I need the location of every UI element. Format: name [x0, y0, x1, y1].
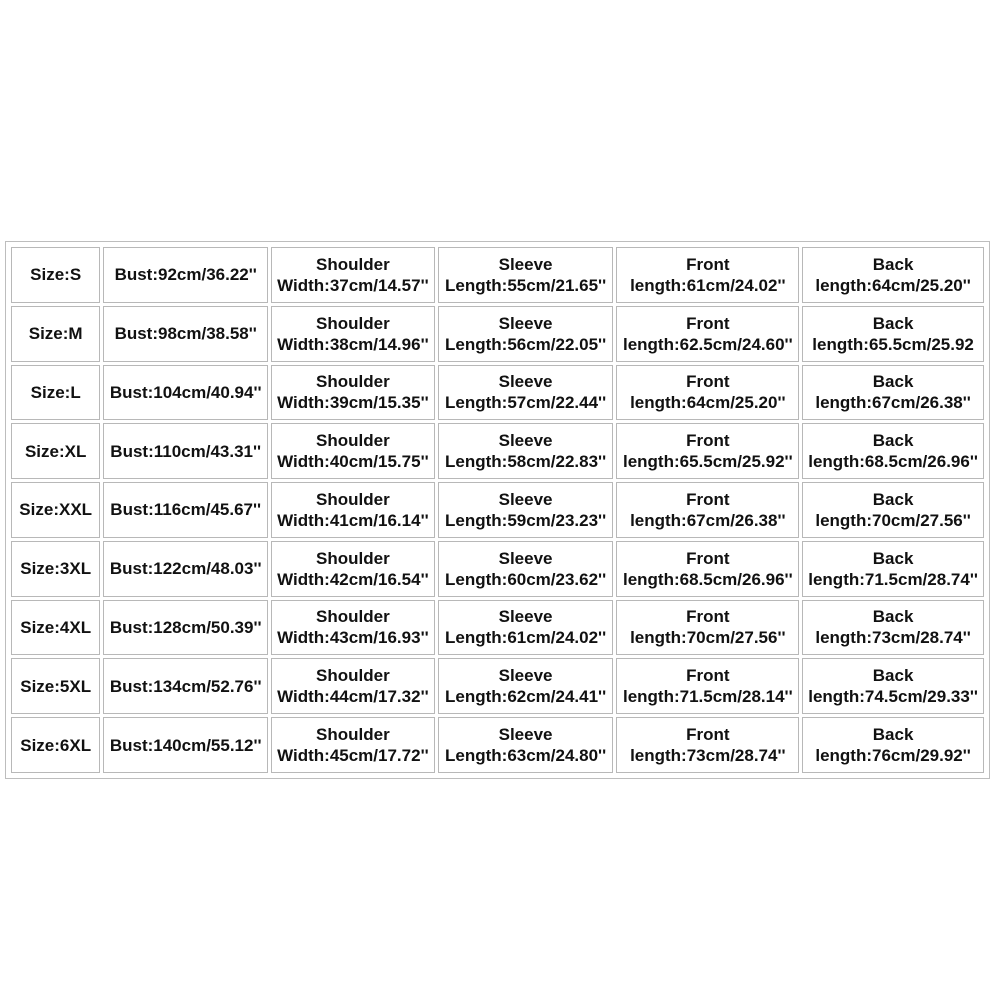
cell-value: Bust:128cm/50.39'': [109, 617, 262, 637]
front-length-cell: [616, 365, 799, 421]
cell-label: Back: [872, 372, 914, 392]
back-length-cell: [802, 365, 984, 421]
size-row: [11, 717, 984, 773]
bust-cell: [103, 658, 268, 714]
cell-label: Front: [686, 548, 730, 568]
cell-value: Length:57cm/22.44'': [445, 393, 607, 413]
back-length-cell: [802, 306, 984, 362]
front-length-cell: [616, 600, 799, 656]
cell-label: Front: [686, 489, 730, 509]
cell-value: Bust:92cm/36.22'': [114, 265, 257, 285]
front-length-cell: [616, 658, 799, 714]
cell-value: Size:S: [30, 265, 82, 285]
cell-label: Sleeve: [498, 607, 553, 627]
sleeve-length-cell: [438, 482, 614, 538]
back-length-cell: [802, 541, 984, 597]
cell-value: length:74.5cm/29.33'': [808, 687, 978, 707]
cell-value: Bust:134cm/52.76'': [109, 676, 262, 696]
size-cell: [11, 482, 100, 538]
cell-label: Front: [686, 725, 730, 745]
size-cell: [11, 423, 100, 479]
front-length-cell: [616, 247, 799, 303]
back-length-cell: [802, 658, 984, 714]
back-length-cell: [802, 482, 984, 538]
bust-cell: [103, 600, 268, 656]
cell-value: Size:XXL: [19, 500, 93, 520]
size-cell: [11, 247, 100, 303]
bust-cell: [103, 247, 268, 303]
sleeve-length-cell: [438, 365, 614, 421]
sleeve-length-cell: [438, 423, 614, 479]
cell-value: Bust:122cm/48.03'': [109, 559, 262, 579]
cell-label: Shoulder: [316, 666, 390, 686]
cell-label: Sleeve: [498, 725, 553, 745]
cell-value: Bust:104cm/40.94'': [109, 382, 262, 402]
size-row: [11, 541, 984, 597]
size-cell: [11, 365, 100, 421]
cell-value: Width:37cm/14.57'': [277, 275, 429, 295]
cell-value: length:71.5cm/28.74'': [808, 569, 978, 589]
cell-value: length:71.5cm/28.14'': [622, 687, 793, 707]
cell-value: Size:L: [30, 382, 81, 402]
front-length-cell: [616, 717, 799, 773]
cell-value: Bust:110cm/43.31'': [110, 441, 262, 461]
cell-label: Back: [872, 607, 914, 627]
bust-cell: [103, 306, 268, 362]
cell-label: Back: [872, 725, 914, 745]
cell-value: Bust:98cm/38.58'': [114, 324, 257, 344]
size-row: [11, 365, 984, 421]
cell-value: length:76cm/29.92'': [815, 746, 971, 766]
shoulder-width-cell: [271, 365, 435, 421]
cell-value: Bust:140cm/55.12'': [109, 735, 262, 755]
cell-value: length:73cm/28.74'': [630, 746, 786, 766]
size-cell: [11, 541, 100, 597]
cell-label: Front: [686, 666, 730, 686]
size-row: [11, 306, 984, 362]
size-cell: [11, 600, 100, 656]
size-row: [11, 600, 984, 656]
cell-value: Length:59cm/23.23'': [445, 510, 607, 530]
cell-value: Length:62cm/24.41'': [445, 687, 607, 707]
front-length-cell: [616, 306, 799, 362]
back-length-cell: [802, 423, 984, 479]
cell-value: Size:3XL: [20, 559, 92, 579]
cell-label: Front: [686, 313, 730, 333]
front-length-cell: [616, 541, 799, 597]
cell-value: Width:41cm/16.14'': [277, 510, 429, 530]
cell-label: Shoulder: [316, 313, 390, 333]
cell-label: Back: [872, 254, 914, 274]
cell-label: Sleeve: [498, 431, 553, 451]
cell-label: Back: [872, 666, 914, 686]
cell-label: Shoulder: [316, 372, 390, 392]
cell-label: Sleeve: [498, 548, 553, 568]
cell-value: length:67cm/26.38'': [815, 393, 971, 413]
cell-value: length:62.5cm/24.60'': [622, 334, 793, 354]
cell-value: Width:45cm/17.72'': [277, 746, 429, 766]
sleeve-length-cell: [438, 247, 614, 303]
cell-value: length:73cm/28.74'': [815, 628, 971, 648]
front-length-cell: [616, 482, 799, 538]
bust-cell: [103, 365, 268, 421]
cell-value: Width:42cm/16.54'': [277, 569, 429, 589]
cell-value: length:64cm/25.20'': [630, 393, 786, 413]
shoulder-width-cell: [271, 247, 435, 303]
cell-value: length:68.5cm/26.96'': [808, 452, 978, 472]
cell-value: length:65.5cm/25.92: [812, 334, 974, 354]
size-row: [11, 482, 984, 538]
cell-value: Size:5XL: [20, 676, 92, 696]
bust-cell: [103, 423, 268, 479]
size-row: [11, 423, 984, 479]
cell-value: Size:XL: [24, 441, 87, 461]
cell-label: Front: [686, 254, 730, 274]
sleeve-length-cell: [438, 306, 614, 362]
back-length-cell: [802, 600, 984, 656]
shoulder-width-cell: [271, 600, 435, 656]
cell-label: Sleeve: [498, 489, 553, 509]
cell-value: Size:6XL: [20, 735, 92, 755]
cell-value: Bust:116cm/45.67'': [110, 500, 262, 520]
back-length-cell: [802, 717, 984, 773]
cell-label: Back: [872, 313, 914, 333]
cell-value: Length:61cm/24.02'': [445, 628, 607, 648]
cell-value: Length:55cm/21.65'': [445, 275, 607, 295]
size-cell: [11, 717, 100, 773]
cell-value: Length:60cm/23.62'': [445, 569, 607, 589]
shoulder-width-cell: [271, 306, 435, 362]
cell-label: Front: [686, 372, 730, 392]
bust-cell: [103, 482, 268, 538]
cell-label: Sleeve: [498, 313, 553, 333]
sleeve-length-cell: [438, 541, 614, 597]
cell-label: Back: [872, 548, 914, 568]
sleeve-length-cell: [438, 717, 614, 773]
cell-value: length:61cm/24.02'': [630, 275, 786, 295]
bust-cell: [103, 541, 268, 597]
cell-label: Shoulder: [316, 489, 390, 509]
cell-value: Width:43cm/16.93'': [277, 628, 429, 648]
shoulder-width-cell: [271, 423, 435, 479]
shoulder-width-cell: [271, 541, 435, 597]
cell-value: Length:63cm/24.80'': [445, 746, 607, 766]
shoulder-width-cell: [271, 658, 435, 714]
cell-value: length:70cm/27.56'': [630, 628, 786, 648]
cell-value: Width:38cm/14.96'': [277, 334, 429, 354]
size-row: [11, 247, 984, 303]
cell-value: Size:M: [28, 324, 83, 344]
size-cell: [11, 658, 100, 714]
cell-label: Shoulder: [316, 254, 390, 274]
cell-label: Back: [872, 489, 914, 509]
shoulder-width-cell: [271, 482, 435, 538]
size-chart-body: [11, 247, 984, 773]
cell-value: Length:58cm/22.83'': [445, 452, 607, 472]
size-chart-table: [5, 241, 990, 779]
cell-label: Sleeve: [498, 372, 553, 392]
size-cell: [11, 306, 100, 362]
size-row: [11, 658, 984, 714]
cell-value: length:67cm/26.38'': [630, 510, 786, 530]
bust-cell: [103, 717, 268, 773]
sleeve-length-cell: [438, 600, 614, 656]
back-length-cell: [802, 247, 984, 303]
cell-label: Front: [686, 607, 730, 627]
cell-value: Width:44cm/17.32'': [277, 687, 429, 707]
cell-label: Sleeve: [498, 254, 553, 274]
cell-value: length:70cm/27.56'': [815, 510, 971, 530]
cell-label: Shoulder: [316, 431, 390, 451]
cell-label: Shoulder: [316, 607, 390, 627]
cell-label: Back: [872, 431, 914, 451]
sleeve-length-cell: [438, 658, 614, 714]
cell-value: Width:40cm/15.75'': [277, 452, 429, 472]
shoulder-width-cell: [271, 717, 435, 773]
cell-label: Shoulder: [316, 548, 390, 568]
cell-label: Shoulder: [316, 725, 390, 745]
cell-value: Width:39cm/15.35'': [277, 393, 429, 413]
cell-value: Size:4XL: [20, 617, 92, 637]
cell-value: length:65.5cm/25.92'': [622, 452, 793, 472]
front-length-cell: [616, 423, 799, 479]
cell-value: length:68.5cm/26.96'': [622, 569, 793, 589]
cell-value: length:64cm/25.20'': [815, 275, 971, 295]
cell-label: Front: [686, 431, 730, 451]
cell-label: Sleeve: [498, 666, 553, 686]
cell-value: Length:56cm/22.05'': [445, 334, 607, 354]
